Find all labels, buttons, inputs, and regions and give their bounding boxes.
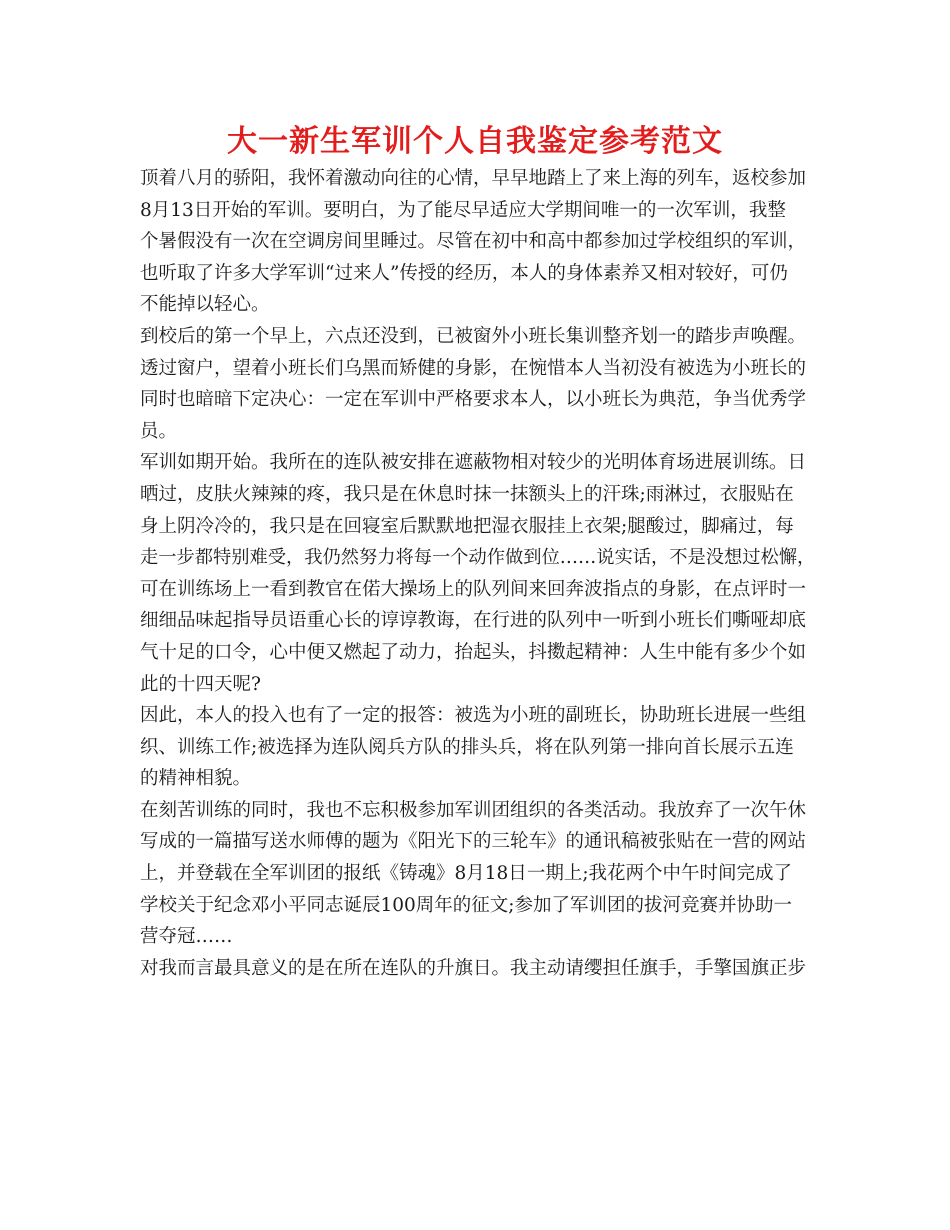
text-line: 走一步都特别难受，我仍然努力将每一个动作做到位……说实话，不是没想过松懈， bbox=[140, 547, 816, 569]
text-line: 同时也暗暗下定决心：一定在军训中严格要求本人，以小班长为典范，争当优秀学 bbox=[140, 389, 807, 411]
paragraph-5 bbox=[140, 795, 816, 953]
text-line: 营夺冠…… bbox=[140, 926, 233, 948]
document-title: 大一新生军训个人自我鉴定参考范文 bbox=[227, 124, 723, 159]
text-line: 不能掉以轻心。 bbox=[140, 294, 270, 316]
paragraph-6 bbox=[140, 953, 816, 985]
text-line: 员。 bbox=[140, 420, 178, 442]
paragraph-2 bbox=[140, 321, 816, 447]
text-line: 个暑假没有一次在空调房间里睡过。尽管在初中和高中都参加过学校组织的军训， bbox=[140, 231, 807, 253]
text-line: 织、训练工作;被选择为连队阅兵方队的排头兵，将在队列第一排向首长展示五连 bbox=[140, 736, 794, 758]
text-line: 可在训练场上一看到教官在偌大操场上的队列间来回奔波指点的身影，在点评时一 bbox=[140, 578, 807, 600]
text-line: 身上阴冷冷的，我只是在回寝室后默默地把湿衣服挂上衣架;腿酸过，脚痛过，每 bbox=[140, 515, 794, 537]
text-line: 晒过，皮肤火辣辣的疼，我只是在休息时抹一抹额头上的汗珠;雨淋过，衣服贴在 bbox=[140, 483, 794, 505]
text-line: 对我而言最具意义的是在所在连队的升旗日。我主动请缨担任旗手，手擎国旗正步 bbox=[140, 957, 807, 979]
text-line: 上，并登载在全军训团的报纸《铸魂》8月18日一期上;我花两个中午时间完成了 bbox=[140, 863, 793, 885]
text-line: 细细品味起指导员语重心长的谆谆教诲，在行进的队列中一听到小班长们嘶哑却底 bbox=[140, 610, 807, 632]
paragraph-4 bbox=[140, 700, 816, 795]
text-line: 军训如期开始。我所在的连队被安排在遮蔽物相对较少的光明体育场进展训练。日 bbox=[140, 452, 807, 474]
text-line: 透过窗户，望着小班长们乌黑而矫健的身影，在惋惜本人当初没有被选为小班长的 bbox=[140, 357, 807, 379]
text-line: 顶着八月的骄阳，我怀着激动向往的心情，早早地踏上了来上海的列车，返校参加 bbox=[140, 168, 807, 189]
text-line: 在刻苦训练的同时，我也不忘积极参加军训团组织的各类活动。我放弃了一次午休 bbox=[140, 799, 807, 821]
text-line: 到校后的第一个早上，六点还没到，已被窗外小班长集训整齐划一的踏步声唤醒。 bbox=[140, 325, 807, 347]
text-line: 8月13日开始的军训。要明白，为了能尽早适应大学期间唯一的一次军训，我整 bbox=[140, 199, 786, 221]
paragraph-3 bbox=[140, 447, 816, 700]
text-line: 此的十四天呢? bbox=[140, 673, 261, 695]
text-line: 因此，本人的投入也有了一定的报答：被选为小班的副班长，协助班长进展一些组 bbox=[140, 705, 807, 727]
text-line: 气十足的口令，心中便又燃起了动力，抬起头，抖擞起精神：人生中能有多少个如 bbox=[140, 641, 807, 663]
paragraph-1 bbox=[140, 163, 816, 321]
text-line: 的精神相貌。 bbox=[140, 768, 252, 790]
text-line: 也听取了许多大学军训“过来人”传授的经历，本人的身体素养又相对较好，可仍 bbox=[140, 262, 788, 284]
document-body bbox=[140, 163, 816, 984]
text-line: 写成的一篇描写送水师傅的题为《阳光下的三轮车》的通讯稿被张贴在一营的网站 bbox=[140, 831, 807, 853]
text-line: 学校关于纪念邓小平同志诞辰100周年的征文;参加了军训团的拔河竞赛并协助一 bbox=[140, 894, 793, 916]
